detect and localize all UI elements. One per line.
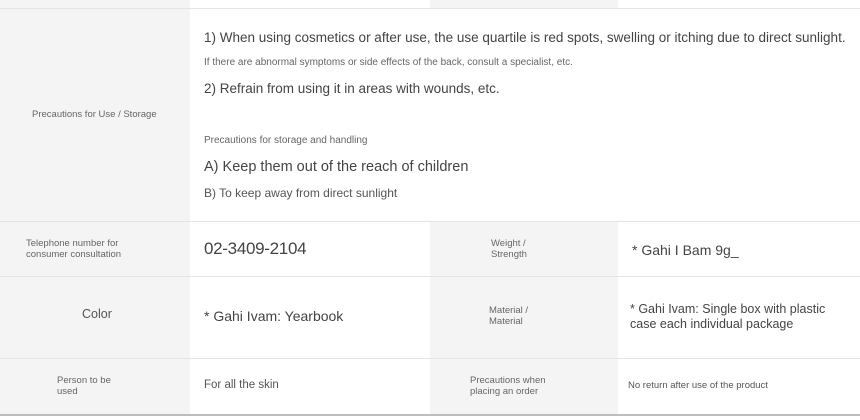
- weight-label-cell: [430, 222, 618, 276]
- color-label-cell: [0, 277, 190, 358]
- tel-value-cell: [190, 222, 430, 276]
- tel-label-line-1: Telephone number for: [26, 238, 119, 249]
- material-value: * Gahi Ivam: Single box with plastic case each individual package: [630, 302, 826, 331]
- table-row-user: [0, 359, 860, 415]
- storage-line-b: B) To keep away from direct sunlight: [204, 186, 398, 200]
- previous-row-label-edge: [0, 0, 190, 8]
- order-label: [470, 375, 580, 397]
- order-label-cell: [430, 359, 618, 414]
- previous-row-edge: [0, 0, 860, 8]
- table-row-precautions: [0, 9, 860, 222]
- material-label-cell: [430, 277, 618, 358]
- table-bottom-border: [0, 414, 860, 416]
- color-value: * Gahi Ivam: Yearbook: [204, 308, 344, 324]
- precautions-label: Precautions for Use / Storage: [32, 109, 157, 120]
- tel-value: 02-3409-2104: [204, 239, 307, 258]
- material-label-line-2: Material: [489, 316, 523, 327]
- person-value: For all the skin: [204, 379, 279, 391]
- precautions-value-cell: [190, 9, 860, 221]
- order-label-line-1: Precautions when: [470, 375, 546, 386]
- person-label-line-1: Person to be: [57, 375, 111, 386]
- color-value-cell: [190, 277, 430, 358]
- tel-label-line-2: consumer consultation: [26, 249, 122, 260]
- material-label: [489, 305, 569, 327]
- weight-label: [491, 238, 571, 260]
- order-value-cell: [618, 359, 860, 414]
- material-label-line-1: Material /: [489, 305, 529, 316]
- table-row-contact: [0, 222, 860, 277]
- previous-row-label-edge-2: [430, 0, 618, 8]
- weight-label-line-1: Weight /: [491, 238, 526, 249]
- order-value: No return after use of the product: [628, 380, 768, 391]
- table-row-color: [0, 277, 860, 359]
- precautions-label-cell: [0, 9, 190, 221]
- precaution-line-1: 1) When using cosmetics or after use, the use quartile is red spots, swelling or itching due to direct sunlight.: [204, 30, 846, 45]
- weight-value: * Gahi I Bam 9g_: [632, 242, 739, 258]
- precaution-line-2: If there are abnormal symptoms or side effects of the back, consult a specialist, etc.: [204, 57, 573, 68]
- person-label-line-2: used: [57, 386, 78, 397]
- tel-label-cell: [0, 222, 190, 276]
- weight-label-line-2: Strength: [491, 249, 527, 260]
- person-value-cell: [190, 359, 430, 414]
- precaution-line-3: 2) Refrain from using it in areas with wounds, etc.: [204, 81, 500, 96]
- storage-line-a: A) Keep them out of the reach of children: [204, 159, 469, 175]
- weight-value-cell: [618, 222, 860, 276]
- person-label-cell: [0, 359, 190, 414]
- material-value-cell: [618, 277, 860, 358]
- storage-heading: Precautions for storage and handling: [204, 135, 368, 146]
- order-label-line-2: placing an order: [470, 386, 539, 397]
- person-label: [57, 375, 137, 397]
- color-label: Color: [82, 307, 112, 321]
- tel-label: [26, 238, 146, 260]
